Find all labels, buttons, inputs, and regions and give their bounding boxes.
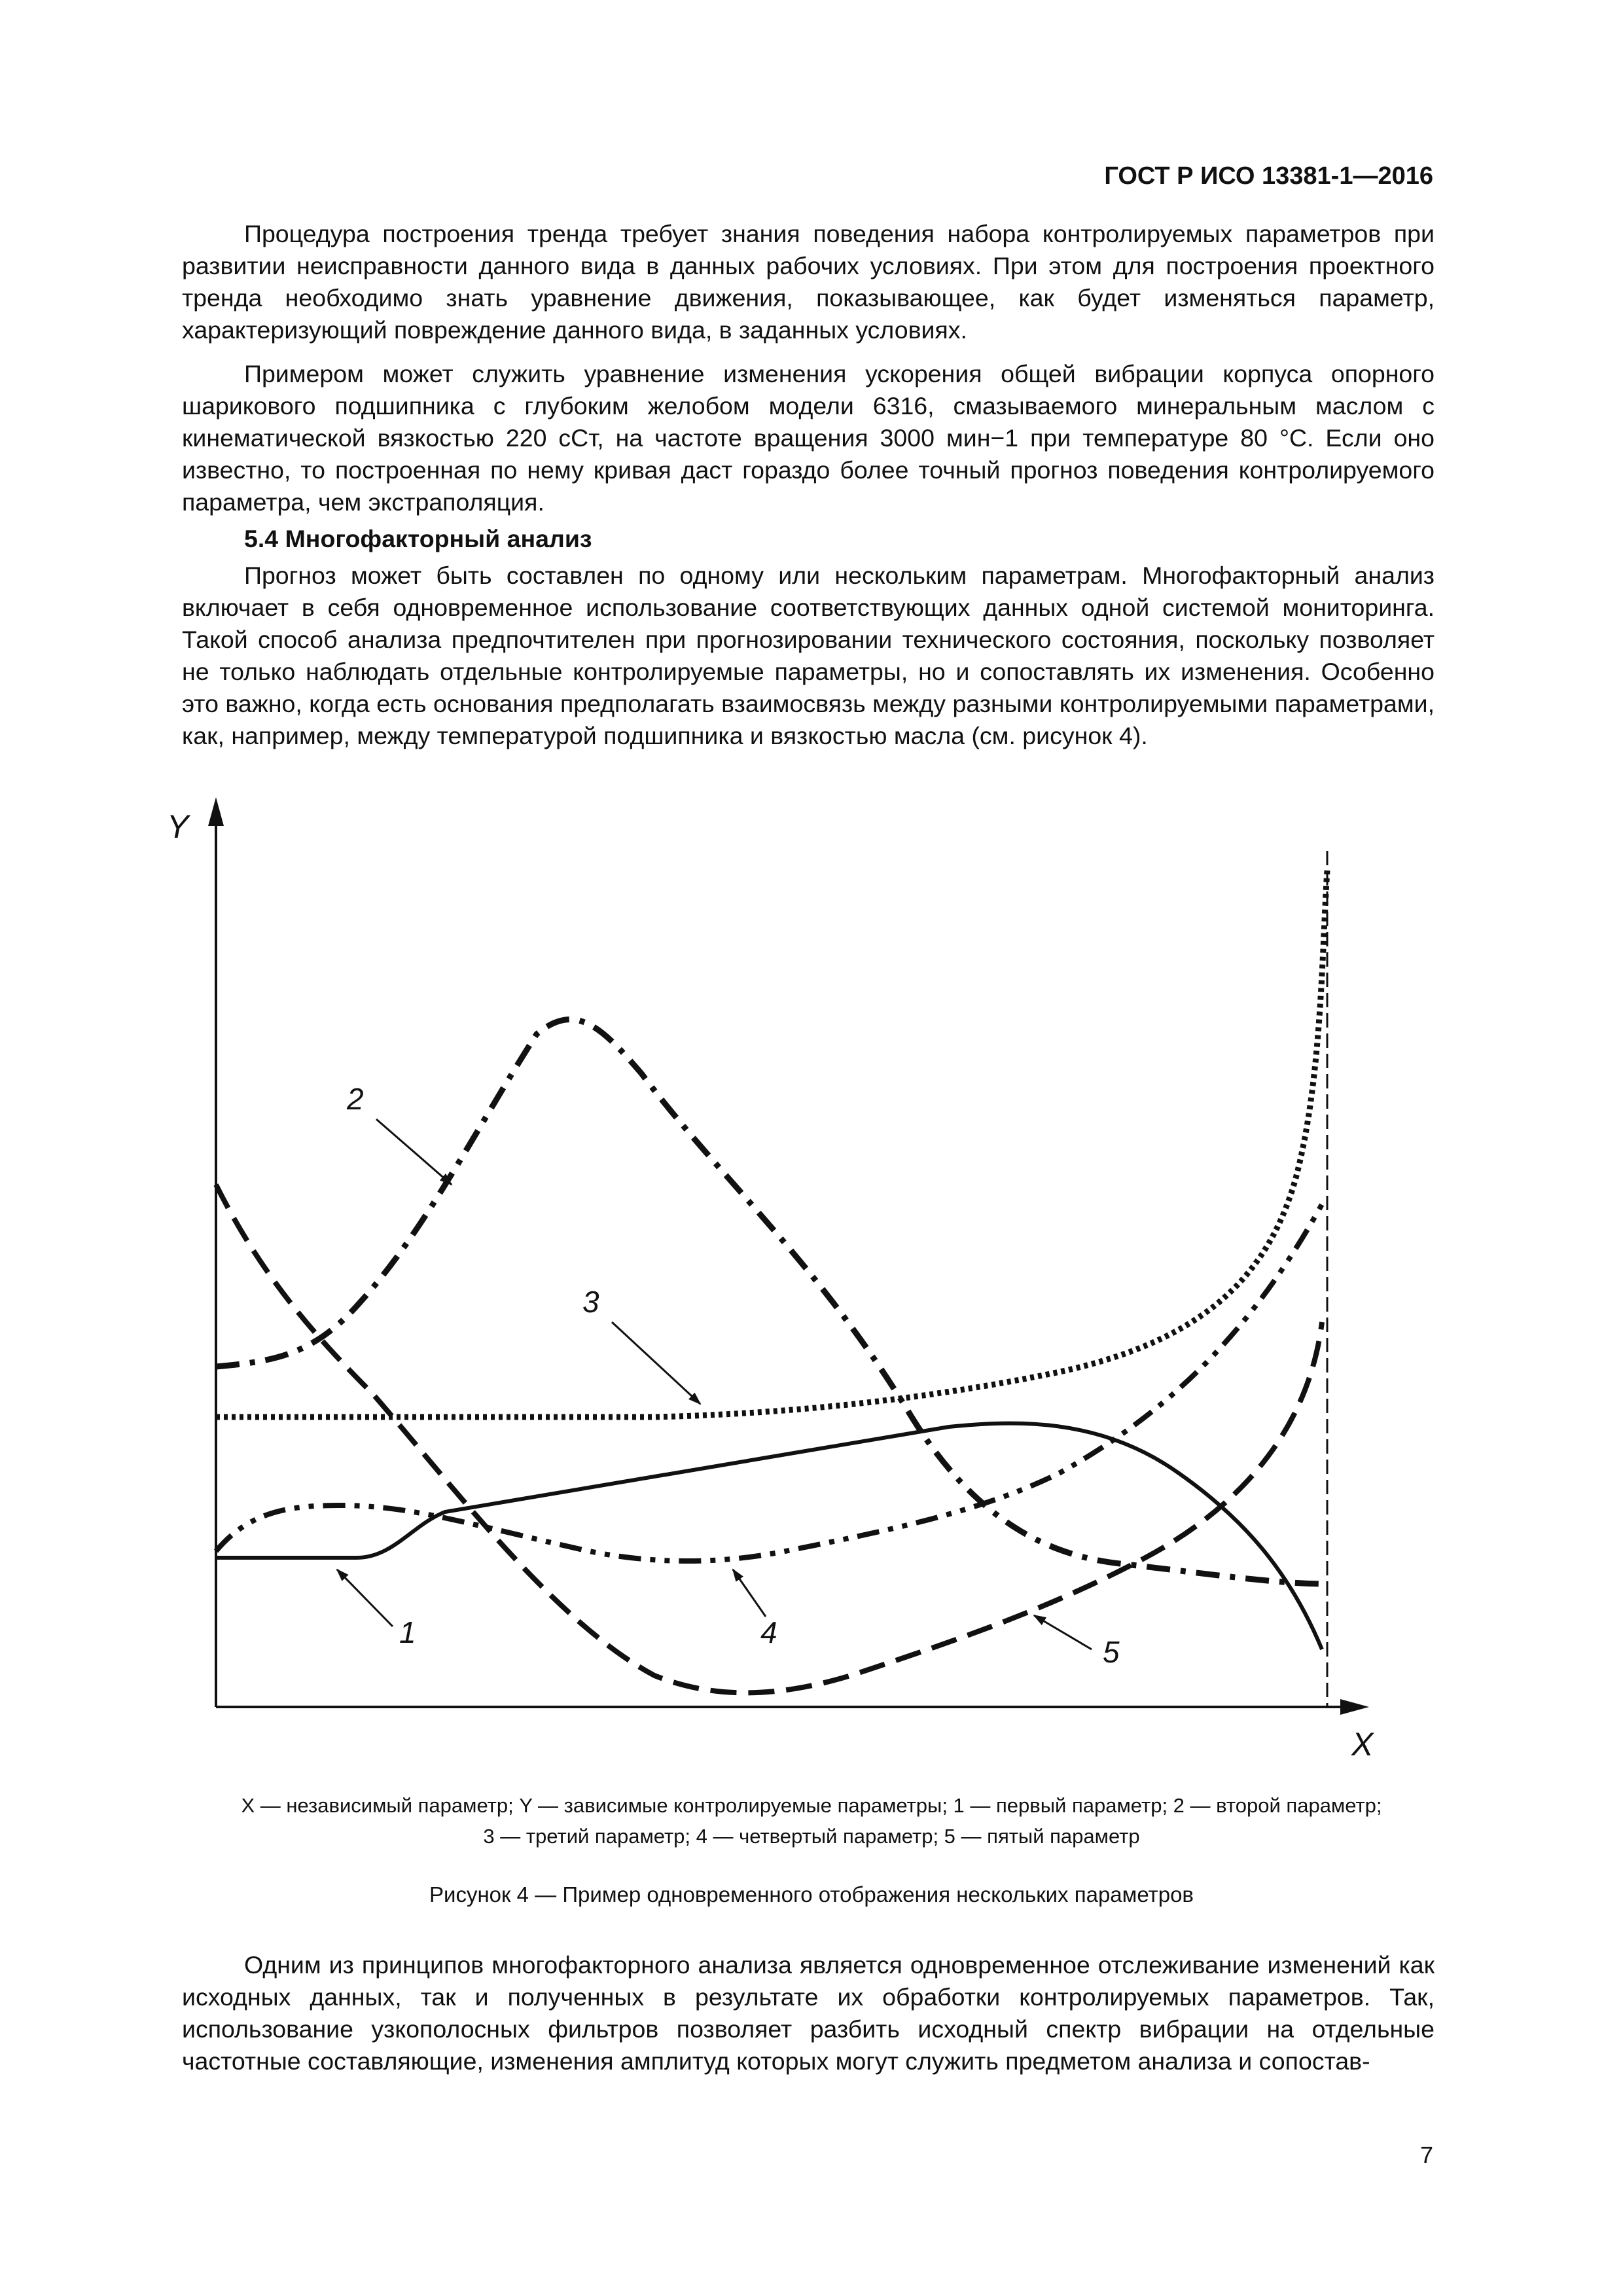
section-number: 5.4 xyxy=(244,525,279,552)
leader-1 xyxy=(337,1570,393,1626)
curve-3 xyxy=(216,870,1327,1417)
leader-4 xyxy=(733,1570,766,1617)
curve-label-4: 4 xyxy=(760,1615,777,1649)
paragraph-trend: Процедура построения тренда требует знания поведения набора контролируемых параметров при развитии неисправности данного вида в данных рабочих условиях. При этом для построения проектного тренда необходимо знать уравнение движения, показывающее, как будет изменяться параметр, характеризующий повреждение данного вида, в заданных условиях. xyxy=(182,220,1435,344)
curve-label-5: 5 xyxy=(1103,1635,1120,1669)
x-axis-label: X xyxy=(1351,1726,1374,1763)
y-axis-label: Y xyxy=(167,808,189,845)
curve-label-3: 3 xyxy=(582,1285,599,1319)
section-name: Многофакторный анализ xyxy=(285,525,592,552)
leader-5 xyxy=(1034,1615,1092,1649)
figure-title: Рисунок 4 — Пример одновременного отображения нескольких параметров xyxy=(429,1882,1194,1907)
figure-4 xyxy=(131,785,1440,1767)
page-number: 7 xyxy=(1419,2142,1433,2168)
figure-legend-line-1: X — независимый параметр; Y — зависимые контролируемые параметры; 1 — первый параметр; 2 — второй параметр; xyxy=(241,1794,1382,1817)
curve-2 xyxy=(216,1020,1327,1584)
section-title xyxy=(244,525,592,553)
leader-2 xyxy=(376,1119,452,1185)
paragraph-multifactor: Прогноз может быть составлен по одному или нескольким параметрам. Многофакторный анализ включает в себя одновременное использование соответствующих данных одной системой мониторинга. Такой способ анализа предпочтителен при прогнозировании технического состояния, поскольку позволяет не только наблюдать отдельные контролируемые параметры, но и сопоставлять их изменения. Особенно это важно, когда есть основания предполагать взаимосвязь между разными контролируемыми параметрами, как, например, между температурой подшипника и вязкостью масла (см. рисунок 4). xyxy=(182,562,1435,749)
curve-4 xyxy=(216,1204,1322,1561)
x-axis-arrow xyxy=(1340,1699,1369,1715)
figure-legend-line-2: 3 — третий параметр; 4 — четвертый параметр; 5 — пятый параметр xyxy=(483,1825,1140,1848)
document-header: ГОСТ Р ИСО 13381-1—2016 xyxy=(1104,162,1433,190)
curve-label-1: 1 xyxy=(399,1615,416,1649)
y-axis-arrow xyxy=(208,797,224,826)
paragraph-principles: Одним из принципов многофакторного анализа является одновременное отслеживание изменений как исходных данных, так и полученных в результате их обработки контролируемых параметров. Так, использование узкополосных фильтров позволяет разбить исходный спектр вибрации на отдельные частотные составляющие, изменения амплитуд которых могут служить предметом анализа и сопостав- xyxy=(182,1951,1435,2075)
curve-label-2: 2 xyxy=(347,1082,364,1116)
paragraph-example: Примером может служить уравнение изменения ускорения общей вибрации корпуса опорного шарикового подшипника с глубоким желобом модели 6316, смазываемого минеральным маслом с кинематической вязкостью 220 сСт, на частоте вращения 3000 мин−1 при температуре 80 °С. Если оно известно, то построенная по нему кривая даст гораздо более точный прогноз поведения контролируемого параметра, чем экстраполяция. xyxy=(182,360,1435,516)
leader-3 xyxy=(612,1322,700,1404)
